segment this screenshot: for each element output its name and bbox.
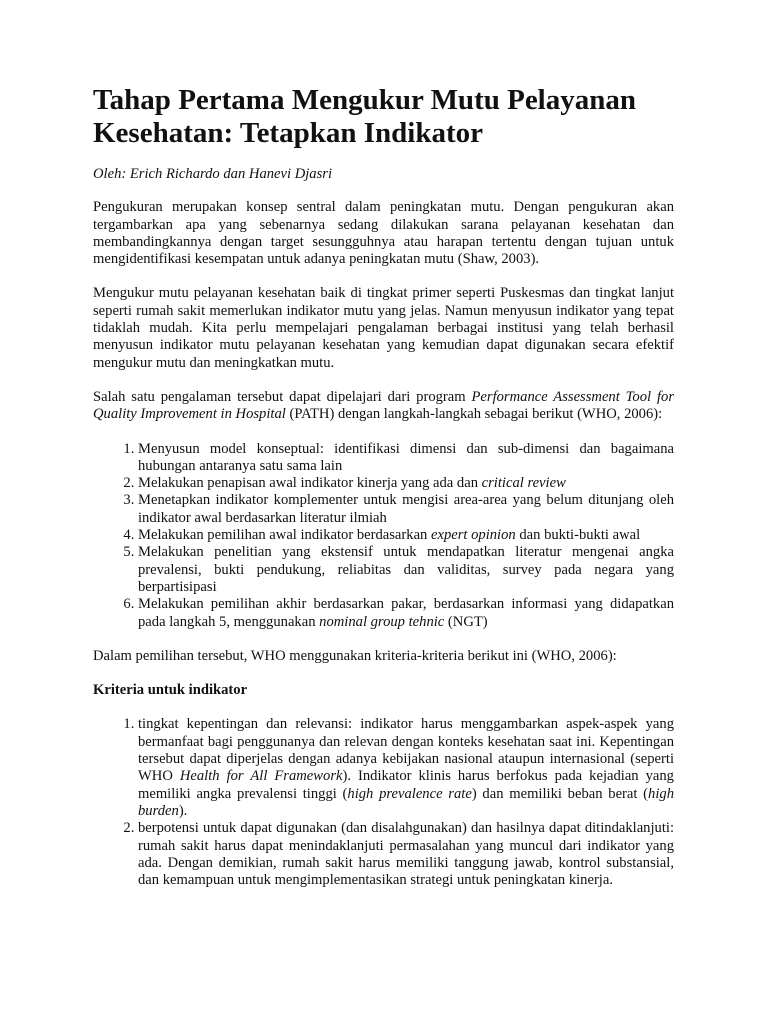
criteria-list: [93, 716, 674, 889]
list-item-step-5: 5. Melakukan penelitian yang ekstensif untuk mendapatkan literatur mengenai angka prevalensi, bukti pendukung, reliabitas dan validitas, survey pada negara yang berpartisipasi: [138, 544, 674, 596]
document-page: [93, 84, 674, 889]
paragraph-who-criteria: Dalam pemilihan tersebut, WHO menggunakan kriteria-kriteria berikut ini (WHO, 2006):: [93, 647, 617, 664]
document-title: Tahap Pertama Mengukur Mutu Pelayanan Kesehatan: Tetapkan Indikator: [93, 84, 636, 149]
criteria-1-text-c: ) dan memiliki beban berat (: [471, 785, 649, 802]
paragraph-introduction: Pengukuran merupakan konsep sentral dalam peningkatan mutu. Dengan pengukuran akan tergambarkan apa yang sebenarnya sedang dilakukan sarana pelayanan kesehatan dan membandingkannya dengan target sesungguhnya atau harapan tertentu dengan tujuan untuk mengidentifikasi kesempatan untuk adanya peningkatan mutu (Shaw, 2003).: [93, 199, 674, 268]
path-text-before: Salah satu pengalaman tersebut dapat dipelajari dari program: [93, 388, 472, 405]
step-4-text: Melakukan pemilihan awal indikator berdasarkan: [138, 527, 431, 544]
list-item-criteria-2: 2. berpotensi untuk dapat digunakan (dan disalahgunakan) dan hasilnya dapat ditindaklanjuti: rumah sakit harus dapat menindaklanjuti permasalahan yang muncul dari indikator yang ada. Dengan demikian, rumah sakit harus memiliki tanggung jawab, kontrol substansial, dan kemampuan untuk mengimplementasikan strategi untuk peningkatan kinerja.: [138, 820, 674, 889]
path-text-after: (PATH) dengan langkah-langkah sebagai berikut (WHO, 2006):: [285, 406, 663, 423]
path-steps-list: [93, 441, 674, 631]
list-item-step-2: [138, 475, 674, 492]
list-item-criteria-1: [138, 716, 674, 820]
step-4-italic: expert opinion: [431, 527, 516, 544]
criteria-1-text-a: tingkat kepentingan dan relevansi: indikator harus menggambarkan aspek-aspek yang bermanfaat bagi penggunanya dan relevan dengan konteks kesehatan saat ini. Kepentingan tersebut dapat diperjelas dengan adanya kebijakan nasional ataupun internasional (seperti WHO: [138, 716, 674, 785]
step-2-text: Melakukan penapisan awal indikator kinerja yang ada dan: [138, 475, 482, 492]
paragraph-indicators: Mengukur mutu pelayanan kesehatan baik di tingkat primer seperti Puskesmas dan tingkat lanjut seperti rumah sakit memerlukan indikator mutu yang jelas. Namun menyusun indikator yang tepat tidaklah mudah. Kita perlu mempelajari pengalaman berbagai institusi yang telah berhasil menyusun indikator mutu pelayanan kesehatan yang kemudian dapat digunakan secara efektif mengukur mutu dan meningkatkan mutu.: [93, 285, 674, 371]
list-item-step-1: 1. Menyusun model konseptual: identifikasi dimensi dan sub-dimensi dan bagaimana hubungan antaranya satu sama lain: [138, 441, 674, 476]
criteria-1-italic-1: Health for All Framework: [179, 768, 343, 785]
criteria-1-italic-2: high prevalence rate: [347, 785, 472, 802]
list-item-step-3: 3. Menetapkan indikator komplementer untuk mengisi area-area yang belum ditunjang oleh indikator awal berdasarkan literatur ilmiah: [138, 492, 674, 527]
step-6-text-after: (NGT): [444, 613, 488, 630]
step-6-italic: nominal group tehnic: [319, 613, 445, 630]
criteria-1-text-d: ).: [178, 802, 188, 819]
step-2-italic: critical review: [481, 475, 566, 492]
section-heading-criteria: Kriteria untuk indikator: [93, 682, 248, 699]
step-6-text: Melakukan pemilihan akhir berdasarkan pakar, berdasarkan informasi yang didapatkan pada langkah 5, menggunakan: [138, 596, 674, 630]
list-item-step-4: [138, 527, 674, 544]
criteria-1-italic-3: high burden: [138, 785, 674, 819]
byline: Oleh: Erich Richardo dan Hanevi Djasri: [93, 166, 333, 182]
path-program-name: Performance Assessment Tool for Quality Improvement in Hospital: [93, 388, 674, 423]
paragraph-path-program: [93, 389, 674, 424]
list-item-step-6: [138, 596, 674, 631]
criteria-1-text-b: ). Indikator klinis harus berfokus pada kejadian yang memiliki angka prevalensi tinggi (: [138, 768, 674, 802]
step-4-text-after: dan bukti-bukti awal: [515, 527, 641, 544]
